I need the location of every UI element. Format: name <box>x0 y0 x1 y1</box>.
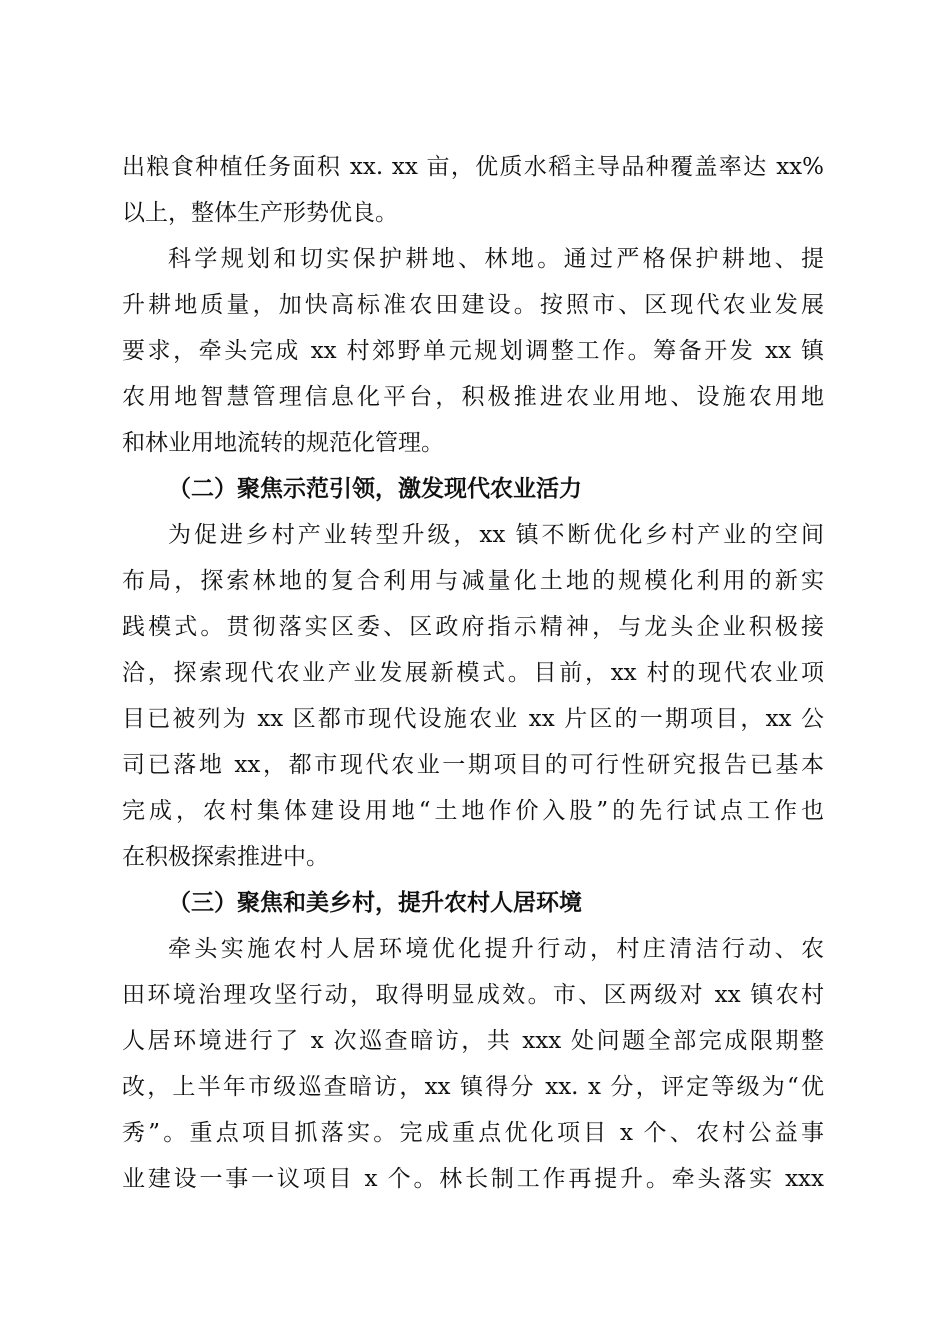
paragraph-line: 布局，探索林地的复合利用与减量化土地的规模化利用的新实 <box>122 568 824 594</box>
paragraph-line: 目已被列为 xx 区都市现代设施农业 xx 片区的一期项目，xx 公 <box>122 706 824 732</box>
paragraph-line: 以上，整体生产形势优良。 <box>122 200 398 226</box>
paragraph-line: 司已落地 xx，都市现代农业一期项目的可行性研究报告已基本 <box>122 752 824 778</box>
paragraph-line: 要求，牵头完成 xx 村郊野单元规划调整工作。筹备开发 xx 镇 <box>122 338 824 364</box>
section-heading: （二）聚焦示范引领，激发现代农业活力 <box>168 475 582 502</box>
paragraph-line: 农用地智慧管理信息化平台，积极推进农业用地、设施农用地 <box>122 384 824 410</box>
section-heading: （三）聚焦和美乡村，提升农村人居环境 <box>168 889 582 916</box>
paragraph-line: 和林业用地流转的规范化管理。 <box>122 430 444 456</box>
paragraph-line: 业建设一事一议项目 x 个。林长制工作再提升。牵头落实 xxx <box>122 1166 824 1192</box>
paragraph-line: 洽，探索现代农业产业发展新模式。目前，xx 村的现代农业项 <box>122 660 824 686</box>
paragraph-line: 践模式。贯彻落实区委、区政府指示精神，与龙头企业积极接 <box>122 614 824 640</box>
paragraph-line: 秀”。重点项目抓落实。完成重点优化项目 x 个、农村公益事 <box>122 1120 824 1146</box>
paragraph-line: 改，上半年市级巡查暗访，xx 镇得分 xx. x 分，评定等级为“优 <box>122 1074 824 1100</box>
paragraph-line: 为促进乡村产业转型升级，xx 镇不断优化乡村产业的空间 <box>168 522 824 548</box>
paragraph-line: 牵头实施农村人居环境优化提升行动，村庄清洁行动、农 <box>168 936 824 962</box>
document-body <box>122 144 824 1202</box>
paragraph-line: 人居环境进行了 x 次巡查暗访，共 xxx 处问题全部完成限期整 <box>122 1028 824 1054</box>
paragraph-line: 科学规划和切实保护耕地、林地。通过严格保护耕地、提 <box>168 246 824 272</box>
paragraph-line: 出粮食种植任务面积 xx. xx 亩，优质水稻主导品种覆盖率达 xx% <box>122 154 824 180</box>
paragraph-line: 田环境治理攻坚行动，取得明显成效。市、区两级对 xx 镇农村 <box>122 982 824 1008</box>
paragraph-line: 完成，农村集体建设用地“土地作价入股”的先行试点工作也 <box>122 798 824 824</box>
paragraph-line: 在积极探索推进中。 <box>122 844 329 870</box>
paragraph-line: 升耕地质量，加快高标准农田建设。按照市、区现代农业发展 <box>122 292 824 318</box>
